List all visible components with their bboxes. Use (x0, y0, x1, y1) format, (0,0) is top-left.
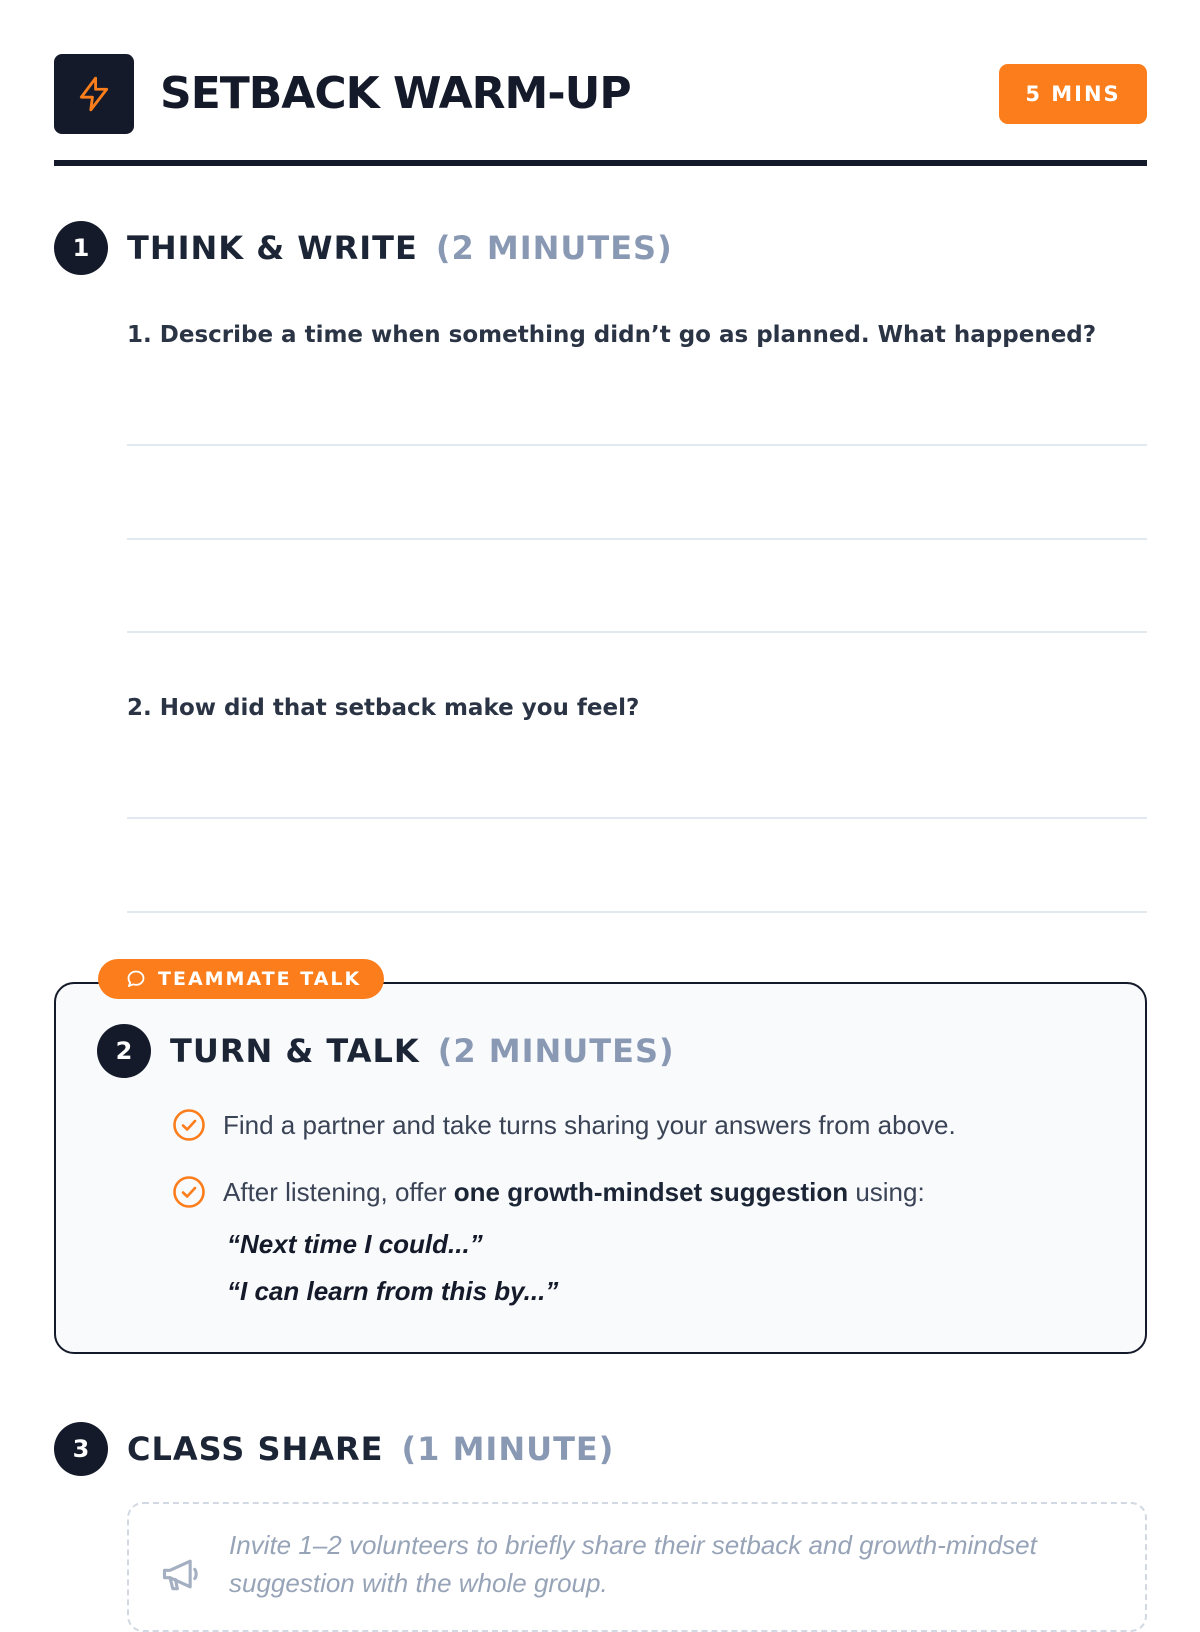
teammate-talk-tag (98, 959, 384, 999)
answer-line[interactable] (127, 444, 1147, 446)
emphasis-text: one growth-mindset suggestion (453, 1177, 849, 1207)
instruction-text-end: using: (848, 1177, 925, 1207)
instruction-item (171, 1105, 956, 1145)
section-duration: (2 MINUTES) (437, 1032, 675, 1070)
page-title: SETBACK WARM-UP (160, 68, 631, 119)
check-circle-icon (171, 1174, 207, 1210)
section-class-share-heading (54, 1422, 1147, 1476)
question-2: 2. How did that setback make you feel? (127, 695, 640, 721)
section-title-text: TURN & TALK (170, 1032, 420, 1070)
answer-line[interactable] (127, 911, 1147, 913)
question-1: 1. Describe a time when something didn’t go as planned. What happened? (127, 322, 1097, 348)
answer-line[interactable] (127, 631, 1147, 633)
section-think-write-heading (54, 221, 1147, 275)
sentence-starter-quote: “I can learn from this by...” (227, 1276, 559, 1306)
class-share-callout (127, 1502, 1147, 1632)
megaphone-icon (159, 1552, 203, 1596)
section-title (170, 1028, 675, 1074)
section-turn-talk-heading (97, 1024, 1097, 1078)
step-number: 2 (97, 1024, 151, 1078)
duration-badge: 5 MINS (999, 64, 1147, 124)
header-divider (54, 160, 1147, 166)
instruction-text (223, 1172, 925, 1212)
check-circle-icon (171, 1107, 207, 1143)
step-number: 3 (54, 1422, 108, 1476)
section-title (127, 225, 673, 271)
section-title-text: CLASS SHARE (127, 1430, 384, 1468)
section-duration: (2 MINUTES) (435, 229, 673, 267)
instruction-text: Find a partner and take turns sharing your answers from above. (223, 1110, 956, 1140)
step-number: 1 (54, 221, 108, 275)
class-share-text: Invite 1–2 volunteers to briefly share their setback and growth-mindset suggestion with the whole group. (229, 1530, 1037, 1598)
tag-label: TEAMMATE TALK (158, 968, 362, 990)
worksheet-page (54, 0, 1147, 1600)
section-duration: (1 MINUTE) (401, 1430, 615, 1468)
instruction-text-start: After listening, offer (223, 1177, 454, 1207)
section-title-text: THINK & WRITE (127, 229, 418, 267)
instruction-item (171, 1172, 925, 1212)
answer-line[interactable] (127, 817, 1147, 819)
answer-line[interactable] (127, 538, 1147, 540)
section-title (127, 1426, 614, 1472)
sentence-starter-quote: “Next time I could...” (227, 1229, 483, 1259)
lightning-bolt-icon (54, 54, 134, 134)
speech-bubble-icon (126, 969, 146, 989)
worksheet-header (54, 54, 1147, 134)
